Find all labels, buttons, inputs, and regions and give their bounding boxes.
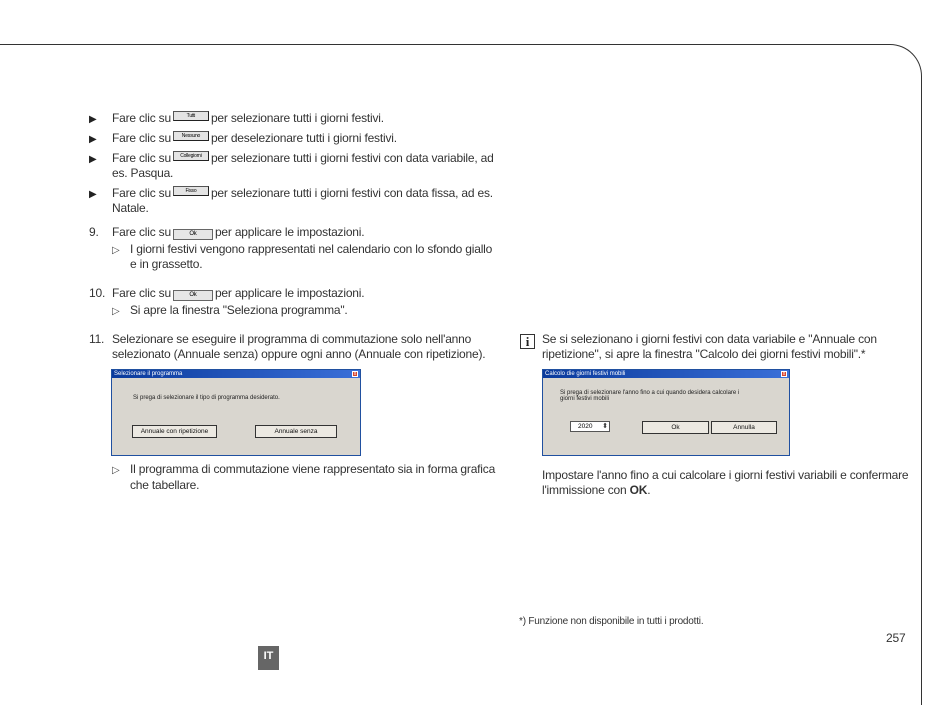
close-icon[interactable]: x: [353, 371, 357, 377]
bullet-item-nessuno: ▶ Fare clic su Nessuno per deselezionare tutti i giorni festivi.: [89, 131, 397, 145]
bullet-item-fisso: ▶ Fare clic su Fisso per selezionare tutti i giorni festivi con data fissa, ad es.: [89, 186, 493, 200]
annual-without-button[interactable]: Annuale senza: [255, 425, 337, 438]
close-icon[interactable]: x: [782, 371, 786, 377]
info-icon: i: [520, 334, 535, 349]
step-number: 9.: [89, 225, 99, 239]
step-11-result: ▷ Il programma di commutazione viene rappresentato sia in forma grafica: [112, 462, 496, 476]
step-11: 11. Selezionare se eseguire il programma di commutazione solo nell'anno: [89, 332, 472, 346]
instruction-line1: Impostare l'anno fino a cui calcolare i giorni festivi variabili e confermare: [542, 468, 909, 482]
dialog-title-bar: [543, 370, 789, 378]
info-note-line2: ripetizione", si apre la finestra "Calcolo dei giorni festivi mobili".*: [542, 347, 866, 361]
step-9-result: ▷ I giorni festivi vengono rappresentati nel calendario con lo sfondo giallo: [112, 242, 493, 256]
bullet-arrow-icon: ▶: [89, 154, 97, 165]
spinner-arrows-icon[interactable]: ⬍: [602, 423, 608, 430]
step-9: 9. Fare clic su Ok per applicare le impostazioni.: [89, 225, 365, 239]
nessuno-button[interactable]: Nessuno: [173, 131, 209, 141]
ok-button[interactable]: Ok: [642, 421, 709, 434]
tutti-button[interactable]: Tutti: [173, 111, 209, 121]
dialog-message: Si prega di selezionare il tipo di programma desiderato.: [133, 395, 280, 401]
fisso-button[interactable]: Fisso: [173, 186, 209, 196]
dialog-title-bar: [112, 370, 360, 378]
dialog-message-line1: Si prega di selezionare l'anno fino a cui quando desidera calcolare i: [560, 390, 740, 396]
bullet-item-fisso-cont: Natale.: [112, 201, 149, 215]
bullet-item-tutti: ▶ Fare clic su Tutti per selezionare tutti i giorni festivi.: [89, 111, 384, 125]
select-program-dialog: [111, 369, 361, 456]
bullet-item-collegiorni-cont: es. Pasqua.: [112, 166, 174, 180]
calculate-holidays-dialog: [542, 369, 790, 456]
dialog-title: Selezionare il programma: [114, 371, 183, 377]
year-value: 2020: [578, 423, 593, 430]
dialog-message-line2: giorni festivi mobili: [560, 396, 610, 402]
step-number: 11.: [89, 332, 105, 346]
footnote: *) Funzione non disponibile in tutti i prodotti.: [519, 616, 704, 627]
step-11-cont: selezionato (Annuale senza) oppure ogni anno (Annuale con ripetizione).: [112, 347, 486, 361]
step-10-result: ▷ Si apre la finestra "Seleziona programma".: [112, 303, 348, 317]
bullet-arrow-icon: ▶: [89, 114, 97, 125]
instruction-line2: l'immissione con OK.: [542, 483, 651, 497]
annual-repeat-button[interactable]: Annuale con ripetizione: [132, 425, 217, 438]
step-number: 10.: [89, 286, 106, 300]
bullet-item-collegiorni: ▶ Fare clic su Collegiorni per selezionare tutti i giorni festivi con data variabile, ad: [89, 151, 494, 165]
year-spinner[interactable]: [570, 421, 610, 432]
step-10: 10. Fare clic su Ok per applicare le impostazioni.: [89, 286, 365, 300]
step-11-result-cont: che tabellare.: [130, 478, 200, 492]
result-arrow-icon: ▷: [112, 245, 120, 256]
dialog-title: Calcolo die giorni festivi mobili: [545, 371, 626, 377]
result-arrow-icon: ▷: [112, 465, 120, 476]
bullet-arrow-icon: ▶: [89, 189, 97, 200]
info-note-line1: Se si selezionano i giorni festivi con data variabile e "Annuale con: [542, 332, 877, 346]
result-arrow-icon: ▷: [112, 306, 120, 317]
step-9-result-cont: e in grassetto.: [130, 257, 203, 271]
collegiorni-button[interactable]: Collegiorni: [173, 151, 209, 161]
ok-button[interactable]: Ok: [173, 229, 213, 240]
ok-button[interactable]: Ok: [173, 290, 213, 301]
language-tab: IT: [258, 646, 279, 670]
bullet-arrow-icon: ▶: [89, 134, 97, 145]
page-number: 257: [886, 631, 906, 645]
cancel-button[interactable]: Annulla: [711, 421, 777, 434]
ok-emphasis: OK: [629, 483, 648, 497]
